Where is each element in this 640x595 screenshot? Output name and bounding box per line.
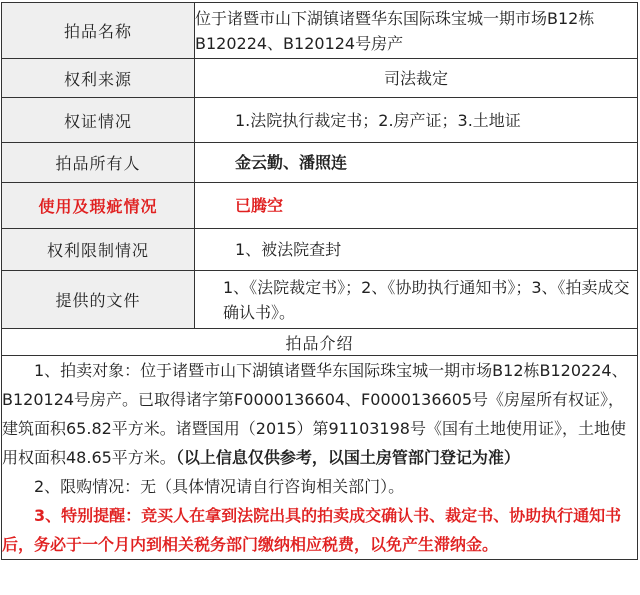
row-usage-defects [2,183,638,229]
label-usage-defects: 使用及瑕疵情况 [2,183,195,229]
value-owner: 金云勤、潘照连 [195,143,638,183]
intro-paragraph-3: 3、特别提醒：竞买人在拿到法院出具的拍卖成交确认书、裁定书、协助执行通知书后，务必于一个月内到相关税务部门缴纳相应税费，以免产生滞纳金。 [2,506,622,554]
intro-paragraph-2: 2、限购情况：无（具体情况请自行咨询相关部门）。 [34,477,405,496]
row-rights-source [2,59,638,98]
row-certificates [2,98,638,143]
row-restrictions [2,229,638,271]
label-item-name: 拍品名称 [2,3,195,59]
intro-body [2,356,638,560]
label-rights-source: 权利来源 [2,59,195,98]
intro-p1-note: （以上信息仅供参考，以国土房管部门登记为准） [175,448,520,467]
intro-heading: 拍品介绍 [2,329,638,356]
value-restrictions: 1、被法院查封 [195,229,638,271]
label-documents: 提供的文件 [2,271,195,329]
value-usage-defects: 已腾空 [195,183,638,229]
auction-info-table [1,2,638,560]
value-item-name: 位于诸暨市山下湖镇诸暨华东国际珠宝城一期市场B12栋B120224、B120124号房产 [195,3,638,59]
row-documents [2,271,638,329]
label-owner: 拍品所有人 [2,143,195,183]
intro-p1-text: 1、拍卖对象：位于诸暨市山下湖镇诸暨华东国际珠宝城一期市场B12栋B120224、B120124号房产。已取得诸字第F0000136604、F0000136605号《房屋所有权证》，建筑面积65.82平方米。诸暨国用（2015）第91103198号《国有土地使用证》，土地使用权面积48.65平方米。 [2,361,628,467]
value-rights-source: 司法裁定 [195,59,638,98]
row-item-name [2,3,638,59]
label-restrictions: 权利限制情况 [2,229,195,271]
row-intro-heading [2,329,638,356]
intro-paragraph-1 [2,356,637,472]
row-intro-body [2,356,638,560]
value-documents: 1、《法院裁定书》；2、《协助执行通知书》；3、《拍卖成交确认书》。 [195,271,638,329]
label-certificates: 权证情况 [2,98,195,143]
row-owner [2,143,638,183]
value-certificates: 1.法院执行裁定书；2.房产证；3.土地证 [195,98,638,143]
